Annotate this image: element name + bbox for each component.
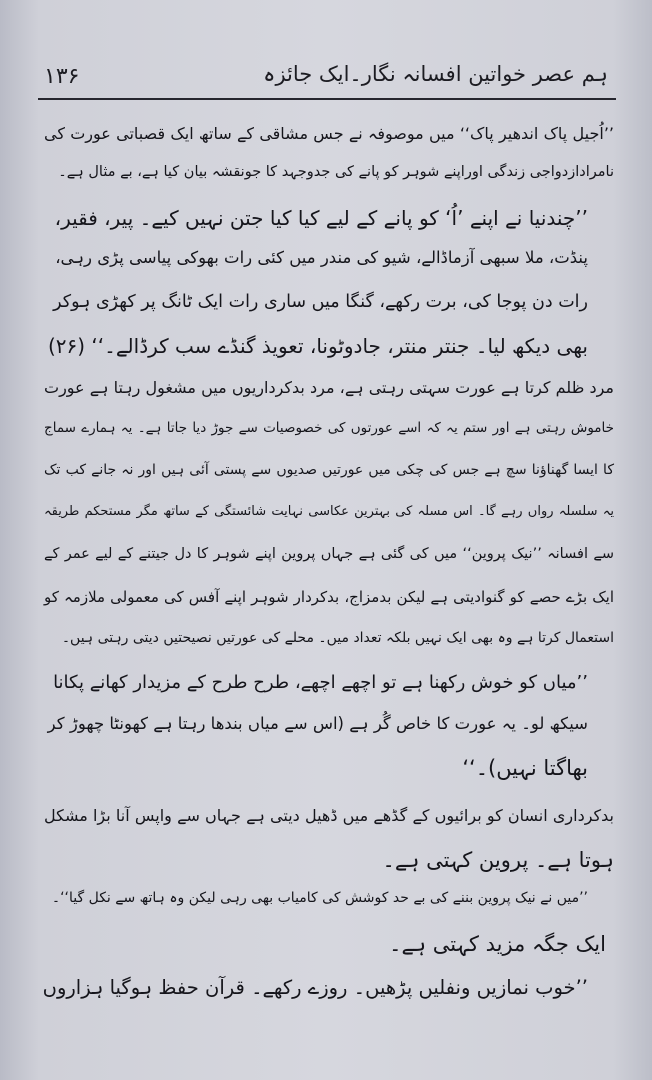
quote-line: سیکھ لو۔ یہ عورت کا خاص گُر ہے (اس سے میاں بندھا رہتا ہے کھونٹا چھوڑ کر bbox=[47, 714, 588, 733]
header-rule bbox=[38, 98, 616, 100]
quote-line: ’’میاں کو خوش رکھنا ہے تو اچھے اچھے، طرح طرح کے مزیدار کھانے پکانا bbox=[53, 672, 588, 693]
text-line: مرد ظلم کرتا ہے عورت سہتی رہتی ہے، مرد بدکرداریوں میں مشغول رہتا ہے عورت bbox=[44, 378, 614, 397]
text-line: کا ایسا گھناؤنا سچ ہے جس کی چکی میں عورتیں صدیوں سے پستی آئی ہیں اور نہ جانے کب تک bbox=[44, 462, 614, 478]
text-line: یہ سلسلہ رواں رہے گا۔ اس مسلہ کی بہترین عکاسی نہایت شائستگی کے ساتھ مگر مستحکم طریقہ bbox=[44, 504, 614, 519]
text-line: ہوتا ہے۔ پروین کہتی ہے۔ bbox=[382, 848, 614, 872]
text-line: نامرادازدواجی زندگی اوراپنے شوہر کو پانے کی جدوجہد کا جونقشہ بیان کیا ہے، بے مثال ہے۔ bbox=[58, 164, 614, 180]
text-line: سے افسانہ ’’نیک پروین‘‘ میں کی گئی ہے جہاں پروین اپنے شوہر کا دل جیتنے کے لیے عمر کے bbox=[44, 546, 614, 562]
text-line: ایک بڑے حصے کو گنوادیتی ہے لیکن بدمزاج، بدکردار شوہر اپنے آفس کی معمولی ملازمہ کو bbox=[44, 588, 614, 606]
text-line: ایک جگہ مزید کہتی ہے۔ bbox=[389, 932, 606, 956]
text-line: بدکرداری انسان کو برائیوں کے گڈھے میں ڈھیل دیتی ہے جہاں سے واپس آنا بڑا مشکل bbox=[44, 806, 614, 825]
running-title: ہم عصر خواتین افسانہ نگار۔ایک جائزہ bbox=[263, 62, 608, 86]
quote-line: ’’میں نے نیک پروین بننے کی بے حد کوشش کی کامیاب بھی رہی لیکن وہ ہاتھ سے نکل گیا‘‘۔ bbox=[51, 890, 588, 906]
text-line: ’’اُجیل پاک اندھیر پاک‘‘ میں موصوفہ نے جس مشاقی کے ساتھ ایک قصباتی عورت کی bbox=[44, 124, 614, 143]
page-header bbox=[38, 52, 616, 100]
quote-line: بھاگتا نہیں)۔‘‘ bbox=[462, 756, 588, 780]
quote-line: ’’خوب نمازیں ونفلیں پڑھیں۔ روزے رکھے۔ قرآن حفظ ہوگیا ہزاروں bbox=[42, 976, 588, 999]
text-line: استعمال کرتا ہے وہ بھی ایک نہیں بلکہ تعداد میں۔ محلے کی عورتیں نصیحتیں دیتی رہتی ہیں۔ bbox=[61, 630, 614, 646]
page-number: ۱۳۶ bbox=[44, 64, 80, 89]
quote-line: پنڈت، ملا سبھی آزماڈالے، شیو کی مندر میں کئی رات بھوکی پیاسی پڑی رہی، bbox=[55, 248, 588, 267]
quote-line: بھی دیکھ لیا۔ جنتر منتر، جادوٹونا، تعویذ گنڈے سب کرڈالے۔‘‘ (۲۶) bbox=[47, 334, 588, 358]
text-line: خاموش رہتی ہے اور ستم یہ کہ اسے عورتوں کی خصوصیات سے جوڑ دیا جاتا ہے۔ یہ ہمارے سماج bbox=[44, 420, 614, 436]
quote-line: رات دن پوجا کی، برت رکھے، گنگا میں ساری رات ایک ٹانگ پر کھڑی ہوکر bbox=[53, 292, 588, 312]
quote-line: ’’چندنیا نے اپنے ’اُ‘ کو پانے کے لیے کیا کیا جتن نہیں کیے۔ پیر، فقیر، bbox=[54, 206, 588, 230]
